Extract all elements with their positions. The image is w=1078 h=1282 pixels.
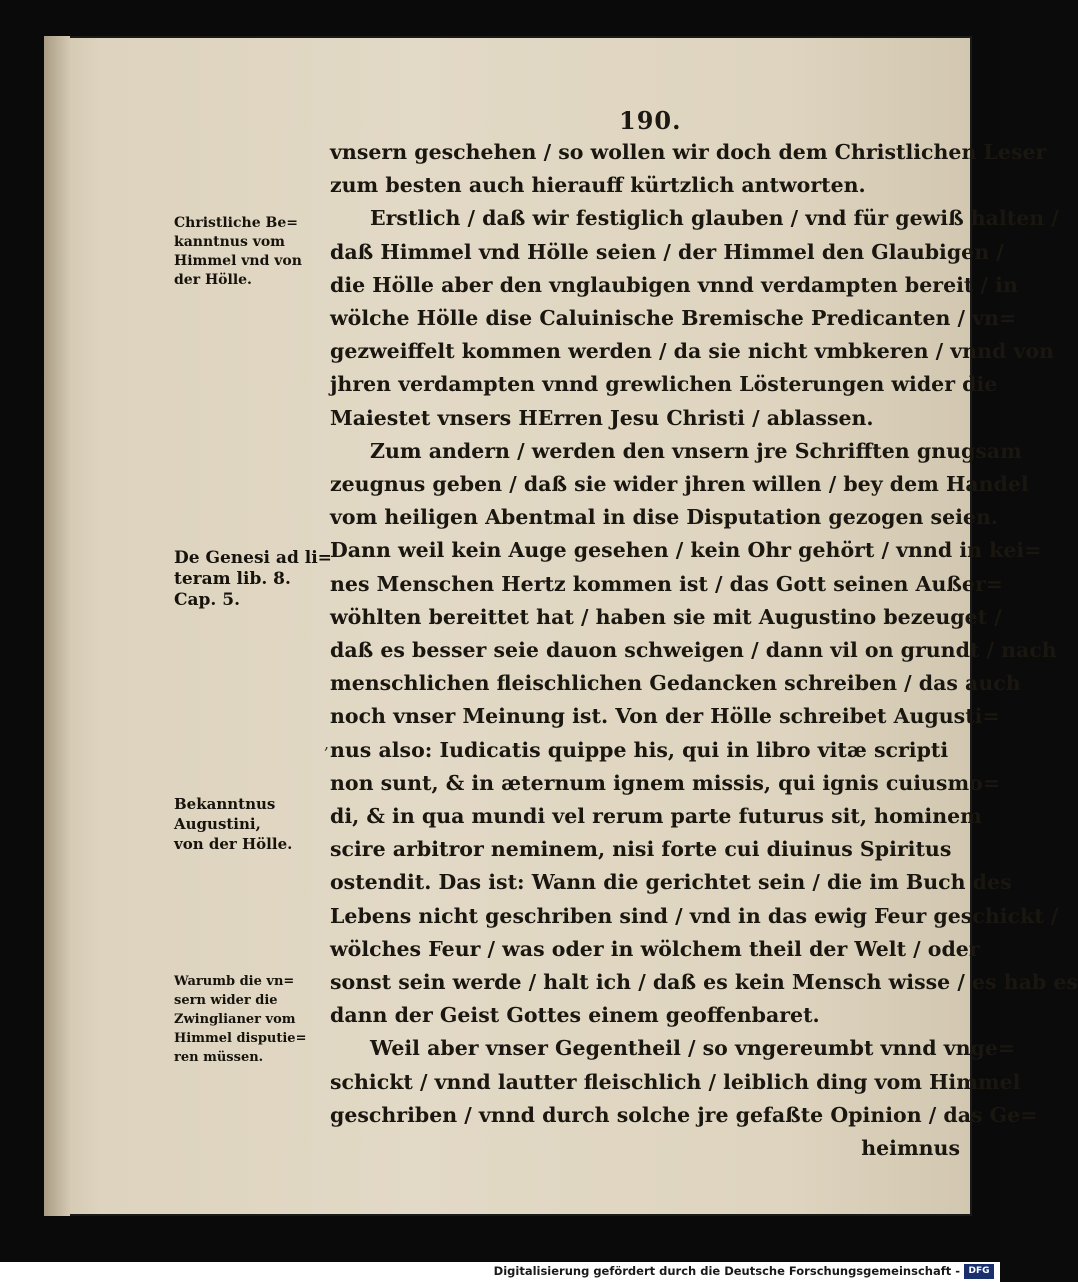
note-line: Zwinglianer vom	[174, 1012, 296, 1027]
paragraph-zum-andern	[330, 435, 1078, 1033]
funding-notice: Digitalisierung gefördert durch die Deutsche Forschungsgemeinschaft -	[493, 1264, 960, 1278]
page-number: 190.	[619, 106, 682, 135]
text-line: wölche Hölle dise Caluinische Bremische Predicanten / vn=	[330, 306, 1017, 331]
text-line: vnsern geschehen / so wollen wir doch dem Christlichen Leser	[330, 140, 1047, 164]
text-line: noch vnser Meinung ist. Von der Hölle schreibet Augusti=	[330, 704, 1000, 729]
text-line: ostendit. Das ist: Wann die gerichtet sein / die im Buch des	[330, 870, 1012, 895]
note-line: von der Hölle.	[174, 835, 293, 853]
note-line: Warumb die vn=	[174, 974, 295, 989]
note-line: teram lib. 8.	[174, 569, 291, 589]
note-line: sern wider die	[174, 993, 278, 1008]
paragraph-erstlich	[330, 202, 1059, 434]
text-line: die Hölle aber den vnglaubigen vnnd verdampten bereit / in	[330, 272, 1018, 297]
margin-note	[174, 972, 352, 1067]
paragraph-intro	[330, 136, 1047, 202]
text-line: daß es besser seie dauon schweigen / dann vil on grundt / nach	[330, 638, 1057, 663]
text-line: schickt / vnnd lautter fleischlich / leiblich ding vom Himmel	[330, 1069, 1021, 1094]
catchword: heimnus	[861, 1136, 960, 1161]
note-line: Christliche Be=	[174, 215, 298, 231]
note-line: Augustini,	[174, 815, 261, 833]
note-line: De Genesi ad li=	[174, 548, 332, 568]
paragraph-weil-aber	[330, 1032, 1038, 1165]
text-line: sonst sein werde / halt ich / daß es kein Mensch wisse / es hab es	[330, 970, 1078, 995]
text-line: Zum andern / werden den vnsern jre Schrifften gnugsam	[370, 438, 1022, 463]
text-line: nes Menschen Hertz kommen ist / das Gott seinen Außer=	[330, 571, 1003, 596]
text-line: menschlichen fleischlichen Gedancken schreiben / das auch	[330, 671, 1021, 696]
note-line: Himmel disputie=	[174, 1031, 307, 1046]
ink-mark: ,	[324, 734, 330, 753]
text-line: Erstlich / daß wir festiglich glauben / vnd für gewiß halten /	[370, 206, 1059, 231]
note-line: der Hölle.	[174, 272, 252, 288]
text-line: nus also: Iudicatis quippe his, qui in libro vitæ scripti	[330, 737, 949, 762]
text-line: jhren verdampten vnnd grewlichen Lösterungen wider die	[330, 372, 998, 397]
note-line: Himmel vnd von	[174, 253, 302, 269]
note-line: Cap. 5.	[174, 590, 241, 610]
text-line: Maiestet vnsers HErren Jesu Christi / ablassen.	[330, 405, 874, 430]
margin-note	[174, 548, 352, 611]
note-line: ren müssen.	[174, 1050, 264, 1065]
main-text	[330, 136, 1078, 1165]
book-page	[44, 36, 1078, 1216]
text-line: wöhlten bereittet hat / haben sie mit Augustino bezeuget /	[330, 604, 1002, 629]
footer-bar	[0, 1262, 1000, 1282]
text-line: Dann weil kein Auge gesehen / kein Ohr gehört / vnnd in kei=	[330, 538, 1042, 563]
text-line: dann der Geist Gottes einem geoffenbaret.	[330, 1003, 820, 1028]
text-line: zeugnus geben / daß sie wider jhren willen / bey dem Handel	[330, 472, 1029, 497]
margin-note	[174, 794, 352, 854]
text-line: di, & in qua mundi vel rerum parte futurus sit, hominem	[330, 804, 982, 829]
text-line: zum besten auch hierauff kürtzlich antworten.	[330, 173, 866, 198]
text-line: wölches Feur / was oder in wölchem theil der Welt / oder	[330, 936, 980, 961]
note-line: kanntnus vom	[174, 234, 285, 250]
text-line: geschriben / vnnd durch solche jre gefaßte Opinion / das Ge=	[330, 1102, 1038, 1127]
text-line: Lebens nicht geschriben sind / vnd in das ewig Feur geschickt /	[330, 903, 1059, 928]
dfg-logo: DFG	[964, 1264, 994, 1279]
note-line: Bekanntnus	[174, 795, 276, 813]
text-line: daß Himmel vnd Hölle seien / der Himmel den Glaubigen /	[330, 239, 1004, 264]
text-line: Weil aber vnser Gegentheil / so vngereumbt vnnd vnge=	[370, 1036, 1016, 1061]
text-line: scire arbitror neminem, nisi forte cui diuinus Spiritus	[330, 837, 952, 862]
text-line: gezweiffelt kommen werden / da sie nicht vmbkeren / vnnd von	[330, 339, 1054, 364]
text-line: non sunt, & in æternum ignem missis, qui ignis cuiusmo=	[330, 770, 1001, 795]
text-line: vom heiligen Abentmal in dise Disputation gezogen seien.	[330, 505, 999, 530]
margin-note	[174, 214, 352, 290]
page-gutter	[44, 36, 70, 1216]
